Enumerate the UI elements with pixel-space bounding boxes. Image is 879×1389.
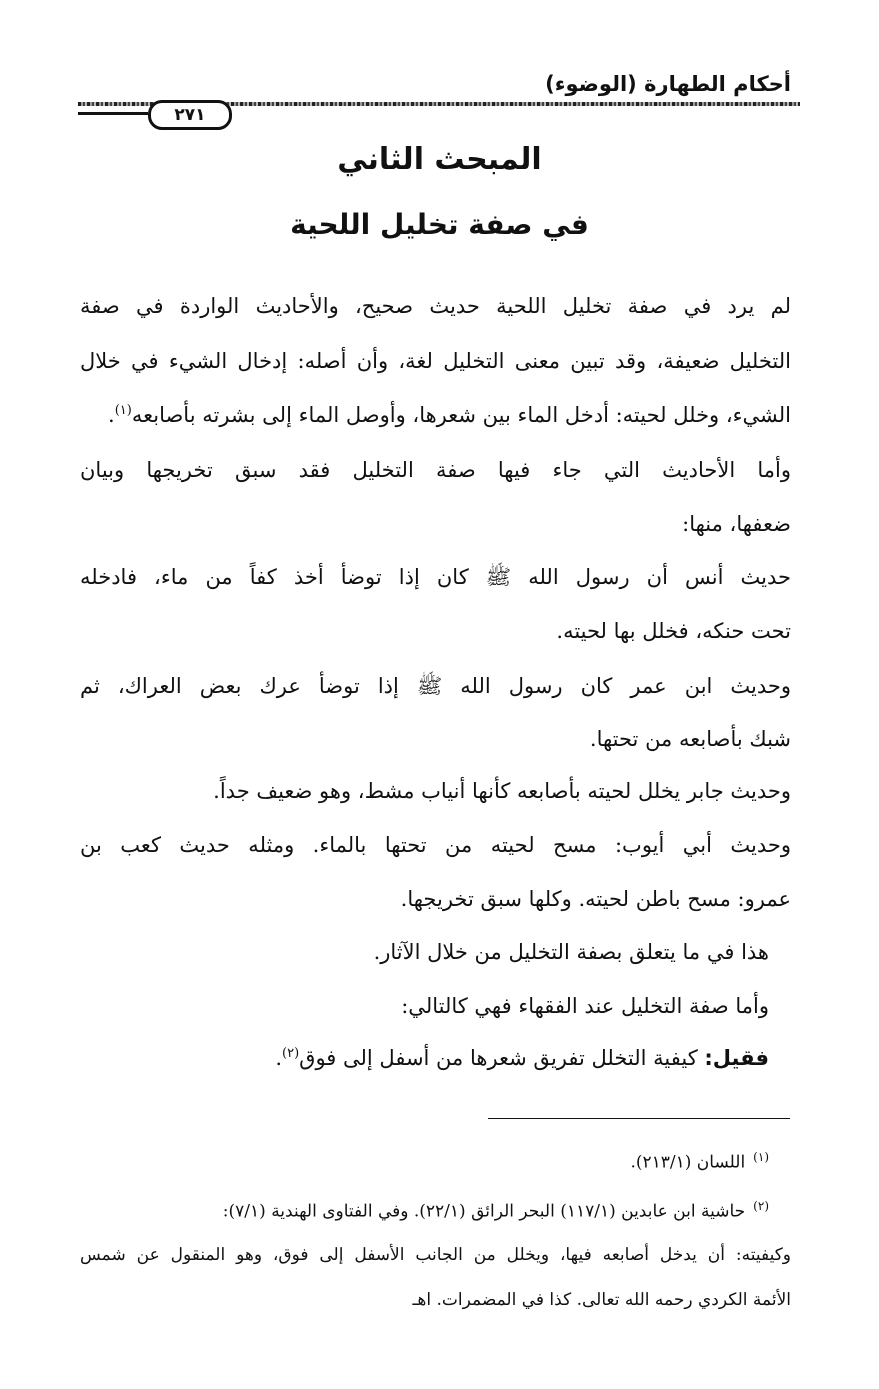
body-line [275,1046,769,1070]
running-header-title: أحكام الطهارة (الوضوء) [545,72,791,96]
header-rule-left [78,112,148,115]
footnote-2 [223,1199,769,1222]
footnote-1 [630,1150,769,1173]
body-line: وحديث ابن عمر كان رسول الله ﷺ إذا توضأ عرك بعض العراك، ثم [80,674,791,698]
body-line-lead: فقيل: [704,1046,769,1070]
section-title: المبحث الثاني [337,142,542,177]
body-line: وحديث أبي أيوب: مسح لحيته من تحتها بالماء. ومثله حديث كعب بن [80,833,791,857]
body-line: عمرو: مسح باطن لحيته. وكلها سبق تخريجها. [400,887,791,911]
header-rule [78,102,800,124]
footnote-ref-1: (١) [114,403,132,418]
body-line: لم يرد في صفة تخليل اللحية حديث صحيح، والأحاديث الواردة في صفة [80,294,791,318]
footnote-2-line: حاشية ابن عابدين (١١٧/١) البحر الرائق (٢٢/١). وفي الفتاوى الهندية (٧/١): [222,1201,746,1222]
body-line: هذا في ما يتعلق بصفة التخليل من خلال الآثار. [373,940,769,964]
body-line-end: . [275,1046,283,1070]
body-line: وأما صفة التخليل عند الفقهاء فهي كالتالي: [401,994,769,1018]
footnote-separator [488,1118,790,1119]
body-line: حديث أنس أن رسول الله ﷺ كان إذا توضأ أخذ كفاً من ماء، فادخله [80,565,791,589]
body-line [108,403,791,427]
footnote-1-mark: (١) [753,1150,769,1164]
body-line: ضعفها، منها: [682,512,791,536]
page-number: ٢٧١ [148,100,232,130]
body-line: شبك بأصابعه من تحتها. [589,727,791,751]
footnote-2-mark: (٢) [753,1199,769,1213]
body-line-text: الشيء، وخلل لحيته: أدخل الماء بين شعرها، وأوصل الماء إلى بشرته بأصابعه [131,403,791,427]
footnote-1-text: اللسان (٢١٣/١). [630,1152,746,1173]
body-line: وحديث جابر يخلل لحيته بأصابعه كأنها أنياب مشط، وهو ضعيف جداً. [213,779,791,803]
footnote-ref-2: (٢) [282,1046,300,1061]
body-line-end: . [108,403,115,427]
section-subtitle: في صفة تخليل اللحية [290,208,589,241]
footnote-2-line: الأئمة الكردي رحمه الله تعالى. كذا في المضمرات. اهـ [412,1290,791,1310]
body-line: تحت حنكه، فخلل بها لحيته. [556,619,791,643]
body-line-text: كيفية التخلل تفريق شعرها من أسفل إلى فوق [299,1046,705,1070]
body-line: التخليل ضعيفة، وقد تبين معنى التخليل لغة، وأن أصله: إدخال الشيء في خلال [80,349,791,373]
body-line: وأما الأحاديث التي جاء فيها صفة التخليل فقد سبق تخريجها وبيان [80,458,791,482]
footnote-2-line: وكيفيته: أن يدخل أصابعه فيها، ويخلل من الجانب الأسفل إلى فوق، وهو المنقول عن شمس [80,1245,791,1265]
